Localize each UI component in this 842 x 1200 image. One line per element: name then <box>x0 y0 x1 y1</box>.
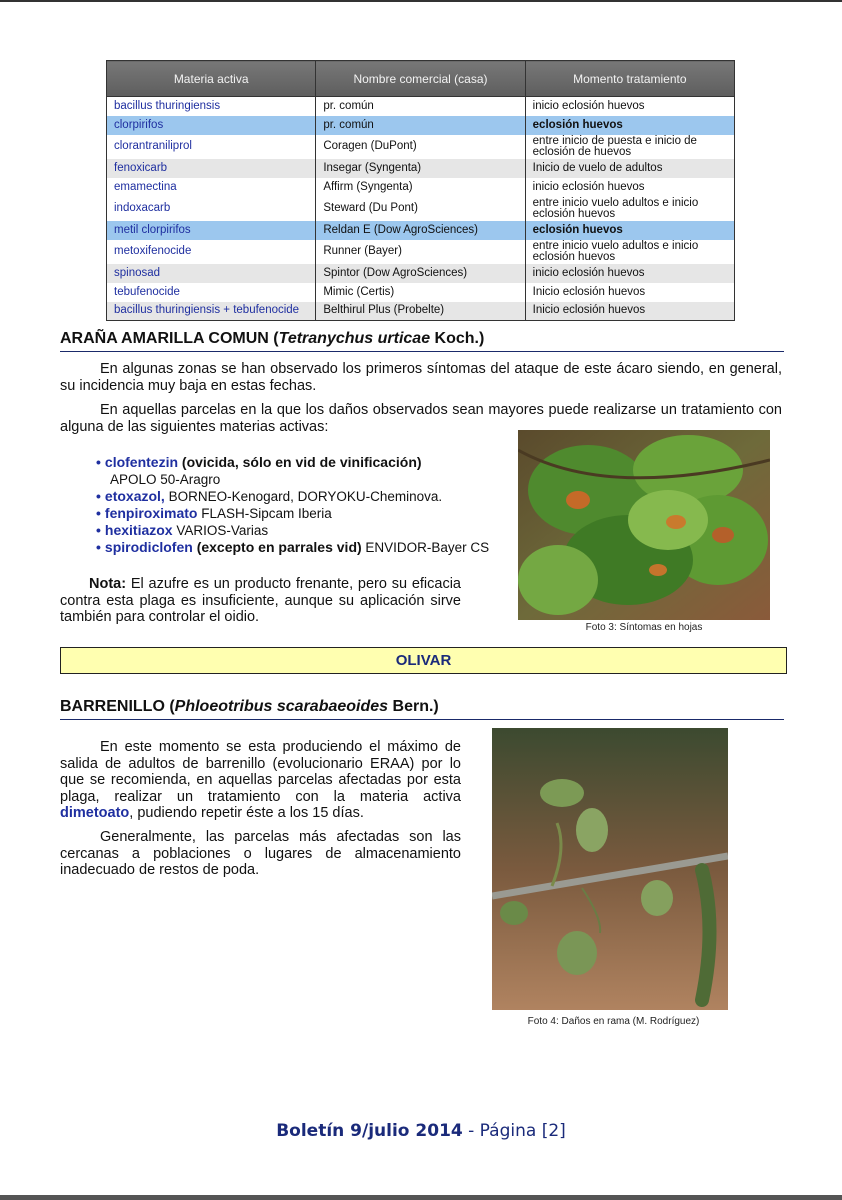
table-cell-momento: inicio eclosión huevos <box>525 97 734 116</box>
list-item <box>96 522 506 539</box>
table-cell-materia: bacillus thuringiensis + tebufenocide <box>107 302 316 321</box>
table-cell-materia: clorpirifos <box>107 116 316 135</box>
table-cell-momento: Inicio eclosión huevos <box>525 302 734 321</box>
olivar-banner: OLIVAR <box>60 647 787 674</box>
table-cell-materia: indoxacarb <box>107 197 316 221</box>
table-row <box>107 197 735 221</box>
table-cell-nombre: Reldan E (Dow AgroSciences) <box>316 221 525 240</box>
photo-caption-3: Foto 3: Síntomas en hojas <box>585 622 703 633</box>
item-products: VARIOS-Varias <box>172 523 269 538</box>
table-cell-momento: eclosión huevos <box>525 116 734 135</box>
table-cell-momento: entre inicio vuelo adultos e inicio eclosión huevos <box>525 240 734 264</box>
item-products: BORNEO-Kenogard, DORYOKU-Cheminova. <box>164 489 443 504</box>
table-row <box>107 302 735 321</box>
bullet-icon: • <box>96 454 101 470</box>
bullet-icon: • <box>96 505 101 521</box>
bullet-icon: • <box>96 522 101 538</box>
active-ingredient: fenpiroximato <box>104 505 198 521</box>
table-row <box>107 159 735 178</box>
bullet-icon: • <box>96 488 101 504</box>
table-cell-momento: inicio eclosión huevos <box>525 264 734 283</box>
vine-leaves-photo <box>518 430 770 620</box>
barrenillo-paragraph-2: Generalmente, las parcelas más afectadas son las cercanas a poblaciones o lugares de almacenamiento inadecuado de restos de poda. <box>60 829 461 878</box>
table-row <box>107 116 735 135</box>
top-rule <box>0 0 842 2</box>
table-cell-nombre: Runner (Bayer) <box>316 240 525 264</box>
barrenillo-paragraph-1: En este momento se esta produciendo el máximo de salida de adultos de barrenillo (evolucionario ERAA) por lo que se recomienda, en aquellas parcelas afectadas por esta plaga, realizar un tratamiento con la materia activa dimetoato, pudiendo repetir éste a los 15 días. <box>60 739 461 821</box>
table-row <box>107 240 735 264</box>
active-ingredient: hexitiazox <box>104 522 173 538</box>
list-item <box>96 454 506 471</box>
table-row <box>107 264 735 283</box>
table-cell-materia: bacillus thuringiensis <box>107 97 316 116</box>
page-footer: Boletín 9/julio 2014 - Página [2] <box>276 1121 566 1141</box>
table-cell-momento: entre inicio de puesta e inicio de eclosión de huevos <box>525 135 734 159</box>
table-cell-materia: emamectina <box>107 178 316 197</box>
active-ingredient: etoxazol, <box>104 488 165 504</box>
table-cell-nombre: Belthirul Plus (Probelte) <box>316 302 525 321</box>
bullet-icon: • <box>96 539 101 555</box>
active-ingredient: spirodiclofen <box>104 539 193 555</box>
olive-branch-photo <box>492 728 728 1010</box>
section-title-barrenillo: BARRENILLO (Phloeotribus scarabaeoides Bern.) <box>60 698 784 720</box>
treatment-table <box>106 60 735 321</box>
table-cell-nombre: Insegar (Syngenta) <box>316 159 525 178</box>
table-cell-nombre: Steward (Du Pont) <box>316 197 525 221</box>
table-cell-nombre: Spintor (Dow AgroSciences) <box>316 264 525 283</box>
table-cell-materia: metil clorpirifos <box>107 221 316 240</box>
table-cell-momento: Inicio de vuelo de adultos <box>525 159 734 178</box>
table-cell-nombre: Mimic (Certis) <box>316 283 525 302</box>
arana-paragraph-1: En algunas zonas se han observado los primeros síntomas del ataque de este ácaro siendo, en general, su incidencia muy baja en estas fechas. <box>60 361 782 394</box>
table-cell-materia: metoxifenocide <box>107 240 316 264</box>
list-item <box>96 488 506 505</box>
table-cell-momento: eclosión huevos <box>525 221 734 240</box>
table-cell-materia: clorantraniliprol <box>107 135 316 159</box>
table-header-nombre: Nombre comercial (casa) <box>316 61 525 97</box>
table-cell-momento: inicio eclosión huevos <box>525 178 734 197</box>
photo-caption-4: Foto 4: Daños en rama (M. Rodríguez) <box>527 1016 700 1027</box>
item-products: ENVIDOR-Bayer CS <box>361 540 490 555</box>
table-cell-materia: spinosad <box>107 264 316 283</box>
table-cell-momento: Inicio eclosión huevos <box>525 283 734 302</box>
arana-note: Nota: El azufre es un producto frenante, pero su eficacia contra esta plaga es insuficiente, aunque su aplicación sirve también para controlar el oidio. <box>60 576 461 625</box>
section-title-arana: ARAÑA AMARILLA COMUN (Tetranychus urticae Koch.) <box>60 330 784 352</box>
table-row <box>107 283 735 302</box>
table-header-materia: Materia activa <box>107 61 316 97</box>
item-products: FLASH-Sipcam Iberia <box>197 506 332 521</box>
table-row <box>107 135 735 159</box>
table-cell-nombre: pr. común <box>316 116 525 135</box>
table-cell-materia: tebufenocide <box>107 283 316 302</box>
table-row <box>107 97 735 116</box>
item-subline: APOLO 50-Aragro <box>110 472 221 487</box>
arana-paragraph-2: En aquellas parcelas en la que los daños observados sean mayores puede realizarse un tratamiento con alguna de las siguientes materias activas: <box>60 402 782 435</box>
active-ingredient-list <box>96 454 506 556</box>
table-cell-nombre: Affirm (Syngenta) <box>316 178 525 197</box>
table-cell-nombre: Coragen (DuPont) <box>316 135 525 159</box>
table-cell-momento: entre inicio vuelo adultos e inicio eclosión huevos <box>525 197 734 221</box>
table-header-momento: Momento tratamiento <box>525 61 734 97</box>
table-row <box>107 221 735 240</box>
list-item <box>96 505 506 522</box>
item-qualifier: (excepto en parrales vid) <box>192 539 362 555</box>
table-cell-materia: fenoxicarb <box>107 159 316 178</box>
item-qualifier: (ovicida, sólo en vid de vinificación) <box>178 454 422 470</box>
list-item <box>96 539 506 556</box>
table-cell-nombre: pr. común <box>316 97 525 116</box>
table-row <box>107 178 735 197</box>
active-ingredient: clofentezin <box>104 454 179 470</box>
bottom-rule <box>0 1195 842 1200</box>
